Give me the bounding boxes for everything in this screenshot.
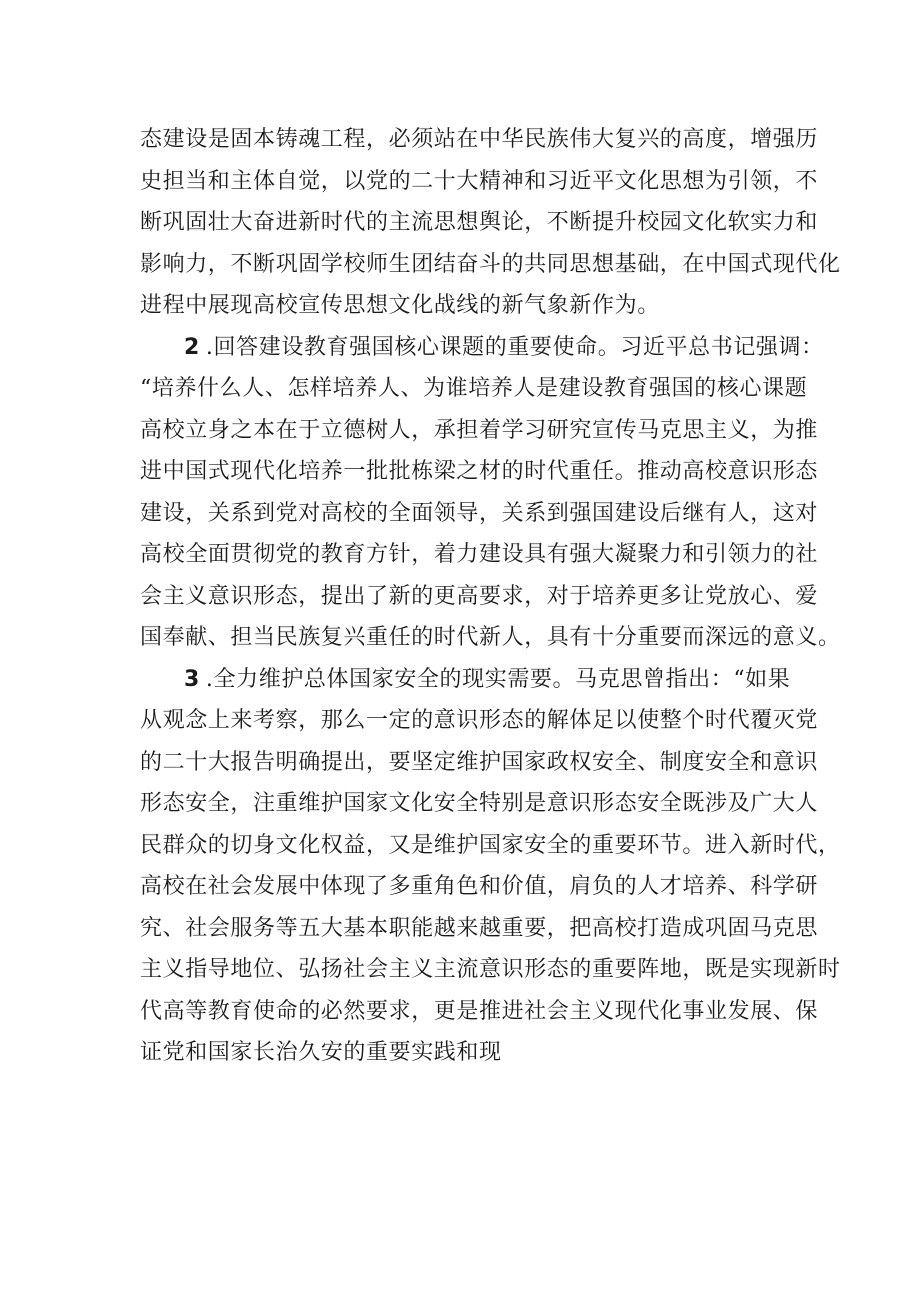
paragraph-line: 究、社会服务等五大基本职能越来越重要，把高校打造成巩固马克思	[140, 915, 819, 941]
section-heading-text: .回答建设教育强国核心课题的重要使命。习近平总书记强调：	[205, 334, 824, 360]
paragraph-line: 高校全面贯彻党的教育方针，着力建设具有强大凝聚力和引领力的社	[140, 542, 819, 567]
document-body	[140, 119, 841, 1074]
paragraph-line: 进程中展现高校宣传思想文化战线的新气象新作为。	[140, 293, 660, 318]
paragraph-line: 的二十大报告明确提出，要坚定维护国家政权安全、制度安全和意识	[140, 749, 819, 775]
paragraph-first-line	[140, 659, 790, 701]
paragraph-line: 进中国式现代化培养一批批栋梁之材的时代重任。推动高校意识形态	[140, 459, 819, 484]
paragraph-1	[140, 119, 841, 327]
paragraph-line: 高校立身之本在于立德树人，承担着学习研究宣传马克思主义，为推	[140, 417, 819, 443]
paragraph-line: 证党和国家长治久安的重要实践和现	[140, 1040, 502, 1065]
paragraph-line: 高校在社会发展中体现了多重角色和价值，肩负的人才培养、科学研	[140, 874, 819, 899]
section-heading-text: .全力维护总体国家安全的现实需要。马克思曾指出：“如果	[205, 666, 791, 692]
paragraph-3	[140, 659, 841, 1074]
paragraph-line: 代高等教育使命的必然要求，更是推进社会主义现代化事业发展、保	[140, 998, 819, 1024]
paragraph-line: 主义指导地位、弘扬社会主义主流意识形态的重要阵地，既是实现新时	[140, 957, 841, 982]
paragraph-2	[140, 327, 841, 659]
paragraph-first-line	[140, 327, 824, 369]
paragraph-line: 会主义意识形态，提出了新的更高要求，对于培养更多让党放心、爱	[140, 583, 819, 609]
paragraph-line: 史担当和主体自觉，以党的二十大精神和习近平文化思想为引领，不	[140, 168, 819, 194]
paragraph-line: 民群众的切身文化权益，又是维护国家安全的重要环节。进入新时代，	[140, 832, 841, 858]
paragraph-line: 影响力，不断巩固学校师生团结奋斗的共同思想基础，在中国式现代化	[140, 251, 841, 277]
paragraph-line: 建设，关系到党对高校的全面领导，关系到强国建设后继有人，这对	[140, 500, 819, 526]
section-number: 3	[184, 666, 200, 692]
paragraph-line: “培养什么人、怎样培养人、为谁培养人是建设教育强国的核心课题	[140, 376, 808, 401]
paragraph-line: 态建设是固本铸魂工程，必须站在中华民族伟大复兴的高度，增强历	[140, 127, 819, 152]
paragraph-line: 形态安全，注重维护国家文化安全特别是意识形态安全既涉及广大人	[140, 791, 819, 816]
paragraph-line: 断巩固壮大奋进新时代的主流思想舆论，不断提升校园文化软实力和	[140, 210, 819, 235]
section-number: 2	[184, 334, 200, 360]
paragraph-line: 从观念上来考察，那么一定的意识形态的解体足以使整个时代覆灭党	[140, 708, 819, 733]
paragraph-line: 国奉献、担当民族复兴重任的时代新人，具有十分重要而深远的意义。	[140, 625, 841, 650]
